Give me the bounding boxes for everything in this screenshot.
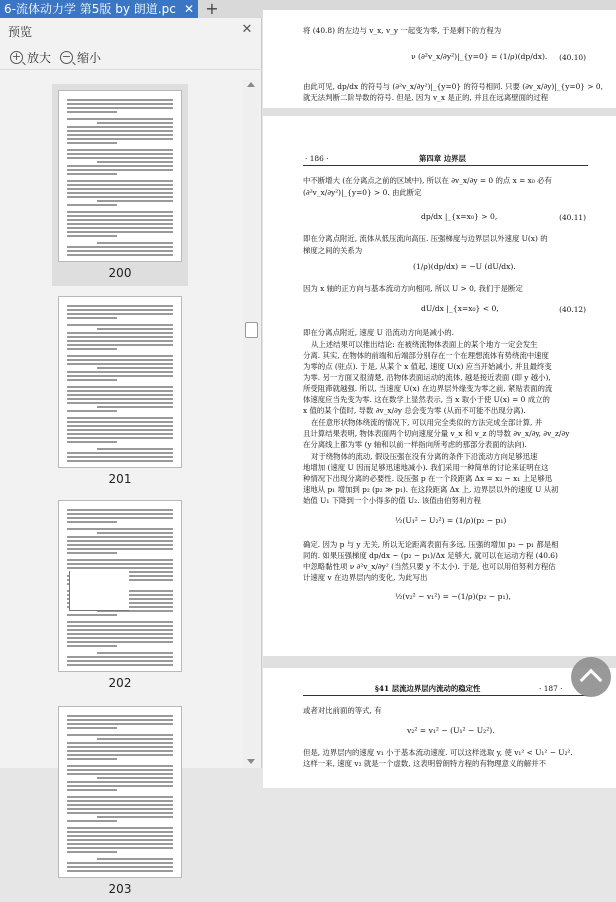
thumbnail-page[interactable] [52, 700, 188, 902]
chapter-header: 第四章 边界层 [419, 154, 466, 163]
thumbnail-text-line [67, 332, 173, 334]
document-page [263, 10, 616, 108]
text-line: 中忽略黏性项 ν ∂²v_x/∂y² (当然只要 y 不太小). 于是, 也可以用伯努利方程估 [303, 562, 556, 571]
equation: dp/dx |_{x=x₀} > 0, [421, 212, 498, 221]
thumbnail-text-line [67, 544, 173, 546]
text-line: 同的. 如果压强梯度 dp/dx ~ (p₂ − p₁)/Δx 足够大, 就可以在运动方程 (40.6) [303, 551, 558, 560]
thumbnail-text-line [67, 785, 173, 787]
thumbnail-text-line [67, 157, 173, 159]
thumbnail-text-line [67, 754, 173, 756]
thumbnail-text-line [97, 200, 173, 202]
thumbnail-text-line [67, 402, 173, 404]
thumbnail-scrollbar[interactable] [243, 80, 260, 768]
thumbnail-text-line [67, 866, 173, 868]
thumbnail-text-line [67, 433, 173, 435]
thumbnail-text-line [67, 313, 173, 315]
thumbnail-text-line [67, 138, 173, 140]
preview-panel [0, 18, 262, 896]
thumbnail-page[interactable] [52, 494, 188, 696]
thumbnail-text-line [67, 633, 173, 635]
thumbnail-text-line [67, 355, 173, 357]
thumbnail-text-line [67, 839, 173, 841]
thumbnail-text-line [67, 548, 173, 550]
thumbnail-text-line [67, 417, 173, 419]
page-number: · 186 · [305, 154, 329, 163]
thumbnail-text-line [67, 344, 173, 346]
thumbnail-text-line [67, 664, 173, 666]
thumbnail-text-line [67, 517, 173, 519]
equation: (1/ρ)(dp/dx) = −U (dU/dx). [413, 262, 516, 271]
text-line: 确定. 因为 p 与 y 无关, 所以无论距离表面有多远, 压强的增加 p₂ − p₁ 都是相 [303, 540, 559, 549]
new-tab-icon[interactable]: + [205, 0, 219, 18]
thumbnail-text-line [67, 192, 173, 194]
equation-number: (40.11) [559, 213, 586, 222]
thumbnail-text-line [97, 242, 173, 244]
thumbnail-text-line [67, 769, 173, 771]
thumbnail-text-line [67, 359, 173, 361]
close-icon[interactable]: ✕ [241, 22, 253, 37]
thumbnail-text-line [67, 363, 173, 365]
equation: v₂² = v₁² − (U₁² − U₂²). [407, 726, 495, 735]
equation-number: (40.12) [559, 305, 586, 314]
thumbnail-text-line [67, 386, 173, 388]
thumbnail-text-line [67, 429, 173, 431]
thumbnail-text-line [67, 410, 117, 412]
thumbnail-text-line [97, 738, 173, 740]
thumbnail-text-line [67, 425, 173, 427]
thumbnail-text-line [67, 227, 173, 229]
thumbnail-text-line [67, 727, 117, 729]
thumbnail-text-line [67, 758, 117, 760]
thumbnail-text-line [67, 862, 173, 864]
thumbnail-text-line [97, 652, 173, 654]
section-header: §41 层流边界层内流动的稳定性 [375, 684, 481, 693]
thumbnail-image [58, 90, 182, 262]
thumbnail-text-line [67, 835, 173, 837]
thumbnail-text-line [67, 831, 173, 833]
thumbnail-text-line [67, 509, 173, 511]
thumbnail-text-line [97, 777, 173, 779]
text-line: 在分离线上都为零 (y 轴和以前一样指向所考虑的那部分表面的法向). [303, 440, 527, 449]
thumbnail-text-line [67, 567, 173, 569]
thumbnail-text-line [67, 126, 173, 128]
thumbnail-text-line [67, 820, 117, 822]
thumbnail-text-line [67, 130, 173, 132]
thumbnail-text-line [67, 808, 173, 810]
thumbnail-page-number: 201 [108, 472, 132, 486]
thumbnail-text-line [97, 532, 173, 534]
thumbnail-text-line [67, 742, 173, 744]
thumbnail-image [58, 296, 182, 468]
thumbnail-text-line [67, 781, 173, 783]
thumbnail-text-line [97, 816, 173, 818]
thumbnail-list [0, 80, 244, 896]
thumbnail-text-line [67, 173, 117, 175]
thumbnail-text-line [67, 149, 173, 151]
thumbnail-page[interactable] [52, 290, 188, 492]
thumbnail-text-line [67, 870, 173, 872]
thumbnail-text-line [67, 800, 173, 802]
preview-header [0, 18, 262, 44]
thumbnail-text-line [67, 827, 173, 829]
page-number: · 187 · [539, 684, 563, 693]
thumbnail-text-line [67, 843, 173, 845]
thumbnail-text-line [67, 641, 173, 643]
thumbnail-text-line [67, 211, 173, 213]
thumbnail-text-line [67, 656, 173, 658]
text-line: 中不断增大 (在分离点之前的区域中), 所以在 ∂v_x/∂y = 0 的点 x = x₀ 必有 [303, 176, 552, 185]
thumbnail-text-line [67, 153, 173, 155]
text-line: 所受阻滞就越强. 所以, 当速度 U(x) 在边界层外缘变为零之前, 紧贴表面的流 [303, 384, 553, 393]
thumbnail-text-line [67, 398, 173, 400]
thumbnail-text-line [67, 254, 173, 256]
scroll-up-icon[interactable] [247, 82, 255, 87]
thumbnail-text-line [67, 719, 173, 721]
thumbnail-text-line [67, 552, 117, 554]
thumbnail-text-line [97, 122, 173, 124]
thumbnail-text-line [97, 367, 173, 369]
thumbnail-text-line [67, 118, 173, 120]
document-view[interactable] [263, 18, 616, 768]
thumbnail-text-line [67, 215, 173, 217]
thumbnail-text-line [67, 625, 173, 627]
thumbnail-text-line [67, 456, 173, 458]
document-tab-title: 6-流体动力学 第5版 by 朗道.pc [4, 2, 176, 16]
thumbnail-text-line [97, 328, 173, 330]
thumbnail-text-line [67, 379, 117, 381]
text-line: 由此可见, dp/dx 的符号与 (∂²v_x/∂y²)|_{y=0} 的符号相同. 只要 (∂v_x/∂y)|_{y=0} > 0, [303, 82, 603, 91]
scrollbar-thumb[interactable] [245, 322, 258, 338]
thumbnail-text-line [67, 250, 173, 252]
text-line: 就无法判断二阶导数的符号. 但是, 因为 v_x 是正的, 并且在远离壁面的过程 [303, 93, 549, 102]
thumbnail-page-number: 200 [108, 266, 132, 280]
scroll-to-top-button[interactable] [571, 657, 611, 697]
text-line: 对于绕物体的流动, 假设压强在没有分离的条件下沿流动方向足够迅速 [311, 452, 538, 461]
thumbnail-text-line [67, 180, 173, 182]
thumbnail-text-line [67, 637, 173, 639]
text-line: x 值的某个值时, 导数 ∂v_x/∂y 总会变为零 (从而不可能不出现分离). [303, 406, 526, 415]
thumbnail-text-line [67, 309, 173, 311]
equation: ½(U₁² − U₂²) = (1/ρ)(p₂ − p₁) [395, 516, 507, 525]
text-line: 种情况下出现分离的必要性. 设压强 p 在一个段距离 Δx = x₂ − x₁ 上足够迅 [303, 474, 553, 483]
thumbnail-text-line [67, 621, 173, 623]
thumbnail-text-line [67, 804, 173, 806]
thumbnail-text-line [67, 437, 173, 439]
text-line: 速地从 p₁ 增加到 p₂ (p₂ ≫ p₁). 在这段距离 Δx 上, 边界层以外的速度 U 从初 [303, 485, 559, 494]
zoom-in-label: 放大 [27, 51, 52, 65]
thumbnail-text-line [67, 246, 173, 248]
document-tab[interactable] [0, 0, 198, 18]
thumbnail-text-line [67, 723, 173, 725]
scroll-down-icon[interactable] [247, 759, 255, 764]
thumbnail-text-line [67, 336, 173, 338]
thumbnail-text-line [67, 196, 173, 198]
thumbnail-text-line [67, 645, 117, 647]
equation: ν (∂²v_x/∂y²)|_{y=0} = (1/ρ)(dp/dx). [411, 52, 548, 61]
thumbnail-page-number: 202 [108, 676, 132, 690]
thumbnail-text-line [67, 536, 173, 538]
thumbnail-text-line [67, 348, 117, 350]
thumbnail-text-line [67, 111, 117, 113]
equation: dU/dx |_{x=x₀} < 0, [421, 304, 499, 313]
thumbnail-text-line [97, 858, 173, 860]
thumbnail-text-line [67, 614, 117, 616]
thumbnail-text-line [67, 847, 173, 849]
thumbnail-text-line [67, 235, 117, 237]
text-line: 因为 x 轴的正方向与基本流动方向相同, 所以 U > 0, 我们于是断定 [303, 284, 523, 293]
thumbnail-text-line [67, 765, 173, 767]
thumbnail-figure [69, 571, 129, 611]
thumbnail-text-line [67, 165, 173, 167]
text-line: 分离. 其实, 在物体的前端和后端部分别存在一个在理想流体有势绕流中速度 [303, 351, 549, 360]
thumbnail-text-line [67, 629, 173, 631]
thumbnail-text-line [67, 789, 117, 791]
thumbnail-text-line [67, 563, 173, 565]
text-line: 或者对比前面的等式, 有 [303, 706, 382, 715]
text-line: 但是, 边界层内的速度 v₁ 小于基本流动速度. 可以这样选取 y, 使 v₁² < U₁² − U₂². [303, 748, 573, 757]
thumbnail-text-line [67, 371, 173, 373]
thumbnail-text-line [67, 204, 117, 206]
header-rule [303, 695, 588, 696]
zoom-out-button[interactable] [60, 49, 101, 67]
text-line: 将 (40.8) 的左边与 v_x, v_y 一起变为零, 于是剩下的方程为 [303, 26, 502, 35]
thumbnail-text-line [67, 540, 173, 542]
text-line: 地增加 (速度 U 因而足够迅速地减小). 我们采用一种简单的讨论来证明在这 [303, 463, 549, 472]
text-line: 始值 U₁ 下降到一个小得多的值 U₂. 该值由伯努利方程 [303, 496, 481, 505]
header-rule [303, 165, 588, 166]
thumbnail-text-line [67, 219, 173, 221]
thumbnail-text-line [67, 375, 173, 377]
thumbnail-text-line [67, 142, 117, 144]
thumbnail-text-line [67, 99, 173, 101]
thumbnail-text-line [67, 107, 173, 109]
text-line: 体速度应当先变为零. 这在数学上显然表示, 当 x 取小于使 U(x) = 0 成立的 [303, 395, 550, 404]
text-line: 且计算结果表明, 物体表面两个切向速度分量 v_x 和 v_z 的导数 ∂v_x/∂y, ∂v_z/∂y [303, 429, 570, 438]
thumbnail-text-line [67, 734, 173, 736]
thumbnail-text-line [67, 421, 173, 423]
thumbnail-text-line [67, 812, 173, 814]
thumbnail-text-line [67, 394, 173, 396]
thumbnail-text-line [67, 460, 173, 462]
thumbnail-text-line [67, 231, 173, 233]
thumbnail-text-line [67, 134, 173, 136]
text-line: 从上述结果可以推出结论: 在被绕流物体表面上的某个地方一定会发生 [311, 340, 538, 349]
text-line: 为零. 另一方面又很清楚, 沿物体表面运动的流体, 越是接近表面 (即 y 越小), [303, 373, 551, 382]
thumbnail-text-line [97, 161, 173, 163]
text-line: 在任意形状物体绕流的情况下, 可以用完全类似的方法完成全部计算, 并 [311, 418, 543, 427]
thumbnail-text-line [67, 103, 173, 105]
thumbnail-text-line [67, 441, 117, 443]
thumbnail-text-line [67, 796, 173, 798]
zoom-in-icon: + [11, 50, 22, 63]
thumbnail-image [58, 500, 182, 672]
thumbnail-text-line [67, 324, 173, 326]
equation-number: (40.10) [559, 53, 586, 62]
chevron-up-icon [580, 669, 603, 692]
thumbnail-text-line [67, 750, 173, 752]
thumbnail-text-line [67, 188, 173, 190]
thumbnail-text-line [67, 513, 173, 515]
thumbnail-text-line [67, 521, 117, 523]
thumbnail-text-line [67, 746, 173, 748]
thumbnail-text-line [67, 390, 173, 392]
thumbnail-text-line [67, 223, 173, 225]
text-line: 为零的点 (驻点). 于是, 从某个 x 值起, 速度 U(x) 应当开始减小, 并且最终变 [303, 362, 552, 371]
text-line: 这样一来, 速度 v₂ 就是一个虚数, 这表明曾朗特方程的有物理意义的解并不 [303, 759, 546, 768]
document-page [263, 116, 616, 656]
text-line: 即在分离点附近, 速度 U 沿流动方向是减小的. [303, 328, 455, 337]
equation: ½(v₂² − v₁²) = −(1/ρ)(p₂ − p₁), [395, 592, 511, 601]
text-line: 计速度 v 在边界层内的变化, 为此写出 [303, 573, 428, 582]
thumbnail-text-line [97, 406, 173, 408]
thumbnail-text-line [67, 660, 173, 662]
thumbnail-text-line [67, 169, 173, 171]
zoom-in-button[interactable] [10, 49, 51, 67]
text-line: 梯度之间的关系为 [303, 246, 363, 255]
thumbnail-text-line [67, 851, 117, 853]
preview-title: 预览 [8, 25, 33, 39]
text-line: 即在分离点附近, 流体从低压流向高压. 压强梯度与边界层以外速度 U(x) 的 [303, 234, 548, 243]
thumbnail-text-line [67, 184, 173, 186]
thumbnail-text-line [67, 317, 117, 319]
thumbnail-text-line [67, 340, 173, 342]
zoom-out-icon: − [61, 50, 72, 63]
thumbnail-text-line [67, 305, 173, 307]
preview-toolbar [0, 46, 262, 70]
thumbnail-page[interactable] [52, 84, 188, 286]
thumbnail-text-line [97, 448, 173, 450]
thumbnail-page-number: 203 [108, 882, 132, 896]
thumbnail-text-line [67, 559, 173, 561]
thumbnail-image [58, 706, 182, 878]
thumbnail-text-line [67, 773, 173, 775]
document-page [263, 668, 616, 788]
thumbnail-text-line [67, 715, 173, 717]
tab-close-icon[interactable]: ✕ [183, 2, 195, 16]
zoom-out-label: 缩小 [77, 51, 102, 65]
thumbnail-text-line [67, 528, 173, 530]
thumbnail-text-line [67, 452, 173, 454]
text-line: (∂²v_x/∂y²)|_{y=0} > 0. 由此断定 [303, 188, 422, 197]
